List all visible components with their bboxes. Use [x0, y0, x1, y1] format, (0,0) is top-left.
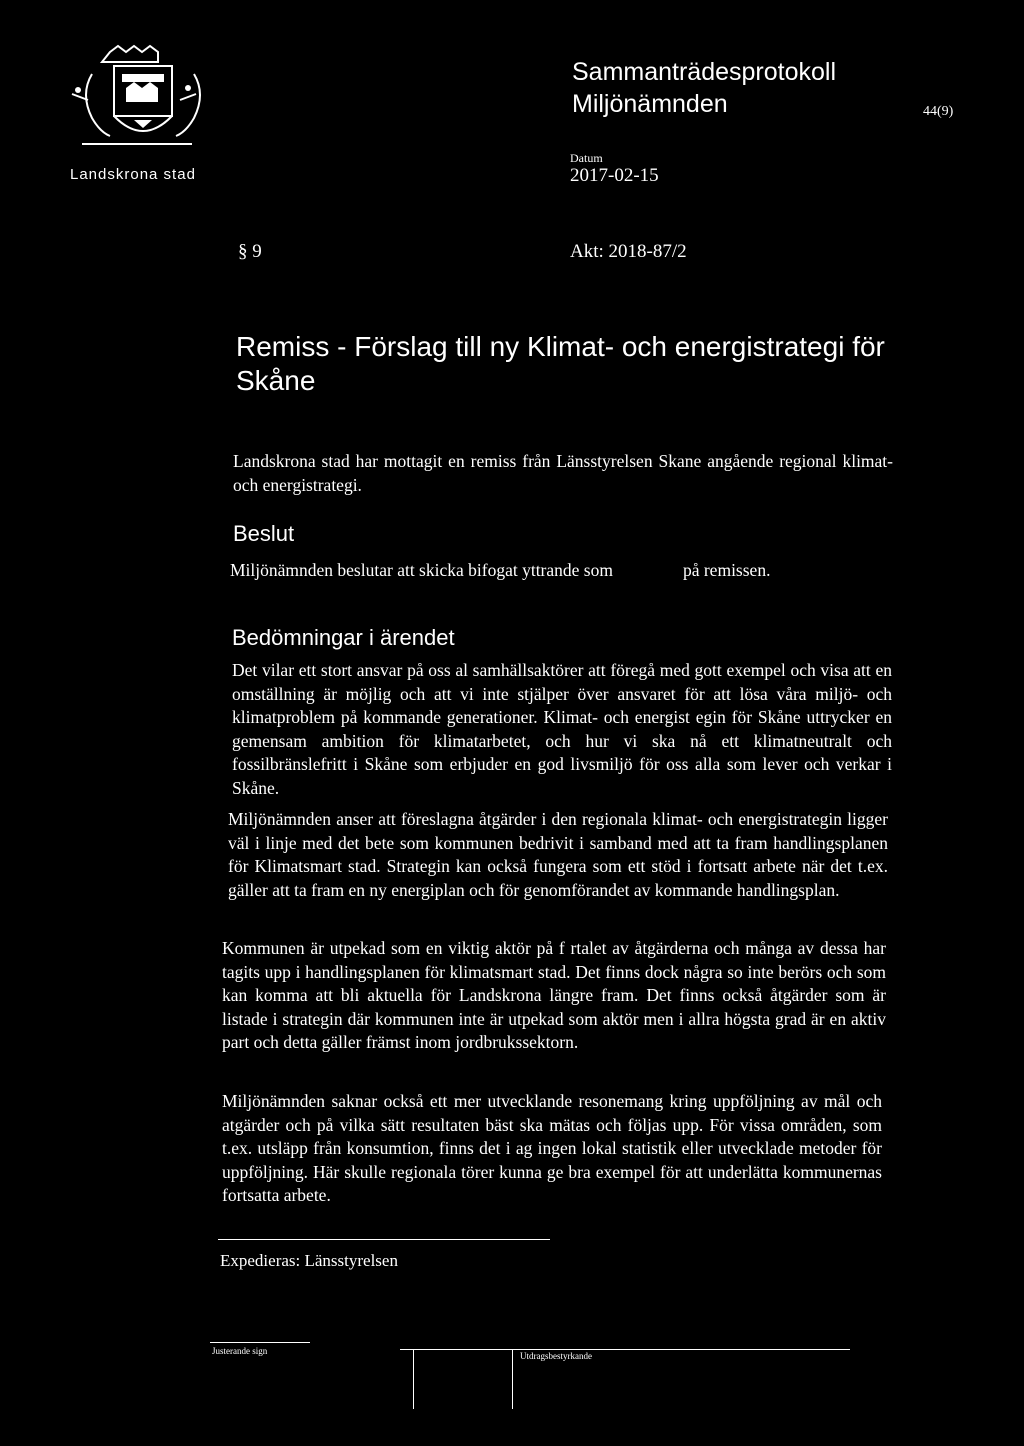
- date-value: 2017-02-15: [570, 165, 659, 186]
- committee-name: Miljönämnden: [572, 90, 728, 118]
- case-number: Akt: 2018-87/2: [570, 241, 687, 262]
- municipal-crest-logo: [52, 44, 212, 156]
- document-type: Sammanträdesprotokoll: [572, 58, 837, 86]
- adjuster-sign-label: Justerande sign: [212, 1346, 268, 1356]
- signature-line: [210, 1342, 310, 1343]
- section-number: § 9: [238, 241, 262, 262]
- signature-box-divider: [512, 1349, 513, 1409]
- dispatch-note: Expedieras: Länsstyrelsen: [220, 1251, 398, 1270]
- date-label: Datum: [570, 151, 603, 165]
- page-number: 44(9): [923, 104, 954, 119]
- assessment-heading: Bedömningar i ärendet: [232, 625, 455, 650]
- intro-paragraph: Landskrona stad har mottagit en remiss från Länsstyrelsen Skane angående regional klimat- och energistrategi.: [233, 451, 893, 495]
- signature-line: [400, 1349, 850, 1350]
- assessment-paragraph: Miljönämnden saknar också ett mer utvecklande resonemang kring uppföljning av mål och atgärder och på vilka sätt resultaten bäst ska mätas och följas upp. För vissa områden, som t.ex. utsläpp från konsumtion, finns det i ag ingen lokal statistik eller utvecklade metoder för uppföljning. Här skulle regionala törer kunna ge bra exempel för att underlätta kommunernas fortsatta arbete.: [222, 1091, 882, 1205]
- decision-text: Miljönämnden beslutar att skicka bifogat yttrande som på remissen.: [230, 560, 771, 580]
- divider: [218, 1239, 550, 1240]
- assessment-paragraph: Miljönämnden anser att föreslagna åtgärder i den regionala klimat- och energistrategin ligger väl i linje med det bete som kommunen bedrivit i samband med att ta fram handlingsplanen för Klimatsmart stad. Strategin kan också fungera som ett stöd i fortsatt arbete när det t.ex. gäller att ta fram en ny energiplan och för genomförandet av kommande handlingsplan.: [228, 809, 888, 900]
- assessment-paragraph: Det vilar ett stort ansvar på oss al samhällsaktörer att föregå med gott exempel och visa att en omställning är möjlig och att vi inte stjälper över ansvaret för att lösa våra miljö- och klimatproblem på kommande generationer. Klimat- och energist egin för Skåne uttrycker en gemensam ambition för klimatarbetet, och hur vi ska nå ett klimatneutralt och fossilbränslefritt i Skåne som erbjuder en god livsmiljö för oss alla som lever och verkar i Skåne.: [232, 660, 892, 798]
- organization-name: Landskrona stad: [70, 166, 196, 183]
- decision-heading: Beslut: [233, 521, 295, 546]
- item-title: Remiss - Förslag till ny Klimat- och energistrategi för Skåne: [236, 331, 885, 396]
- assessment-paragraph: Kommunen är utpekad som en viktig aktör på f rtalet av åtgärderna och många av dessa har tagits upp i handlingsplanen för klimatsmart stad. Det finns dock några so inte berörs och som kan komma att bli aktuella för Landskrona längre fram. Det finns också åtgärder som är listade i strategin där kommunen inte är utpekad som aktör men i allra högsta grad är en aktiv part och detta gäller främst inom jordbrukssektorn.: [222, 938, 886, 1052]
- signature-box-divider: [413, 1349, 414, 1409]
- extract-certified-label: Utdragsbestyrkande: [520, 1351, 592, 1361]
